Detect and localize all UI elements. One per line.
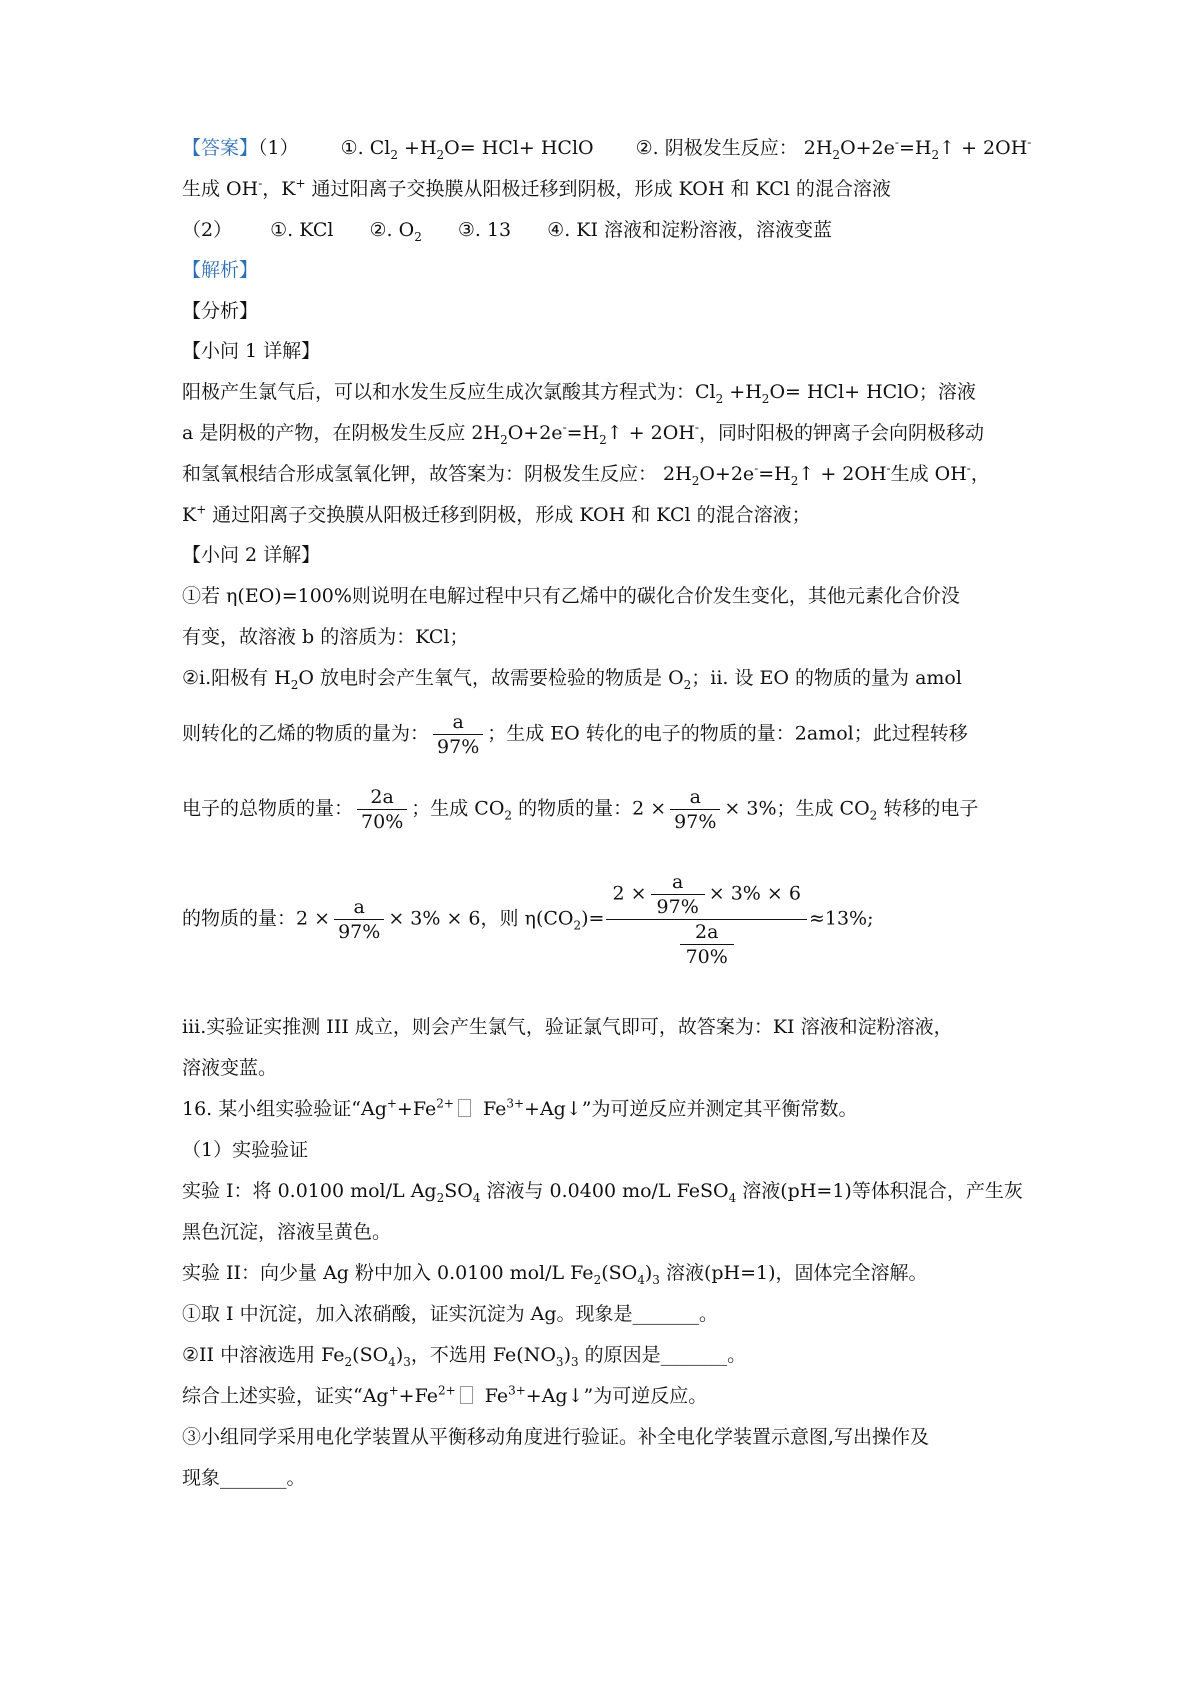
answer-item-1: ①. $Cl_2 +H_2O= HCl+$ HClO: [340, 137, 594, 162]
q2-line-6: 的物质的量：2 × $\frac{a}{97\%}$ × 3% × 6，则 $\eta(CO_2)=$ 2 × $\frac{a}{97\%}$ × 3% × 6 $\frac{2a}{70\%}$ ≈13%;: [182, 871, 874, 968]
equilibrium-arrow-icon: [460, 1386, 473, 1404]
answer-line-2: 生成 OH-，K+ 通过阳离子交换膜从阳极迁移到阴极，形成 KOH 和 KCl 的混合溶液: [182, 176, 891, 200]
q2-line-5: 电子的总物质的量： $\frac{2a}{70\%}$ ；生成 $CO_2$ 的物质的量：2 × $\frac{a}{97\%}$ × 3%；生成 $CO_2$ 转移的电子: [182, 786, 979, 833]
q16-exp2: 实验 II：向少量 Ag 粉中加入 0.0100 mol/L $Fe_2(SO_4)_3$ 溶液(pH=1)，固体完全溶解。: [182, 1262, 928, 1287]
q2-line-1: ①若 η(EO)=100%则说明在电解过程中只有乙烯中的碳化合价发生变化，其他元素化合价没: [182, 585, 960, 607]
q16-question-c-line-2: 现象_______。: [182, 1467, 306, 1489]
equilibrium-arrow-icon: [458, 1099, 471, 1117]
q16-question-a: ①取 I 中沉淀，加入浓硝酸，证实沉淀为 Ag。现象是_______。: [182, 1303, 719, 1325]
answer-item: ④. KI 溶液和淀粉溶液，溶液变蓝: [547, 219, 833, 241]
q2-heading: 【小问 2 详解】: [182, 544, 321, 566]
q1-line-1: 阳极产生氯气后，可以和水发生反应生成次氯酸其方程式为：$Cl_2 +H_2O= HCl+$ HClO；溶液: [182, 381, 976, 406]
compound-fraction: 2 × $\frac{a}{97\%}$ × 3% × 6 $\frac{2a}{70\%}$: [606, 872, 807, 967]
q2-line-7: iii.实验证实推测 III 成立，则会产生氯气，验证氯气即可，故答案为：KI 溶液和淀粉溶液，: [182, 1016, 953, 1038]
q16-exp1-line-1: 实验 I：将 0.0100 mol/L $Ag_2SO_4$ 溶液与 0.0400 mo/L FeSO$_4$ 溶液(pH=1)等体积混合，产生灰: [182, 1180, 1023, 1205]
answer-item: ②. $O_2$: [369, 219, 422, 244]
fraction: $\frac{a}{97\%}$: [334, 897, 384, 942]
q2-line-4: 则转化的乙烯的物质的量为： $\frac{a}{97\%}$ ；生成 EO 转化的电子的物质的量：2amol；此过程转移: [182, 711, 968, 758]
part-number: （1）: [258, 137, 299, 159]
q16-question-b: ②II 中溶液选用 $Fe_2(SO_4)_3$，不选用 $Fe(NO_3)_3$ 的原因是_______。: [182, 1344, 747, 1369]
fraction: $\frac{a}{97\%}$: [670, 787, 720, 832]
fraction: $\frac{2a}{70\%}$: [357, 787, 407, 832]
q16-sub1: （1）实验验证: [182, 1139, 309, 1161]
q1-line-4: K+ 通过阳离子交换膜从阳极迁移到阴极，形成 KOH 和 KCl 的混合溶液；: [182, 502, 811, 526]
q16-title: 16. 某小组实验验证“$Ag^++Fe^{2+}$ $Fe^{3+}+Ag↓$”为可逆反应并测定其平衡常数。: [182, 1096, 858, 1120]
q1-line-2: a 是阴极的产物，在阴极发生反应 $2H_2O+2e^-=H_2↑ + 2OH^-$，同时阳极的钾离子会向阴极移动: [182, 420, 984, 447]
answer-item-2: ②. 阴极发生反应： $2H_2O+2e^-=H_2↑ + 2OH^-$: [635, 135, 1032, 162]
answer-item: ①. KCl: [270, 219, 334, 241]
q1-line-3: 和氢氧根结合形成氢氧化钾，故答案为：阴极发生反应： $2H_2O+2e^-=H_2↑ + 2OH^-$生成 OH-，: [182, 461, 990, 488]
q16-exp1-line-2: 黑色沉淀，溶液呈黄色。: [182, 1221, 392, 1243]
q2-line-8: 溶液变蓝。: [182, 1057, 278, 1079]
q16-question-c-line-1: ③小组同学采用电化学装置从平衡移动角度进行验证。补全电化学装置示意图,写出操作及: [182, 1426, 930, 1448]
q2-line-2: 有变，故溶液 b 的溶质为：KCl；: [182, 626, 469, 648]
q2-line-3: ②i.阳极有 $H_2O$ 放电时会产生氧气，故需要检验的物质是 $O_2$；ii. 设 EO 的物质的量为 amol: [182, 667, 962, 692]
fenxi-heading: 【分析】: [182, 300, 259, 322]
answer-line-3: [182, 218, 832, 242]
answer-line-1: [182, 136, 1031, 160]
q16-conclusion: 综合上述实验，证实“$Ag^++Fe^{2+}$ $Fe^{3+}+Ag↓$”为可逆反应。: [182, 1383, 708, 1407]
answer-tag: 【答案】: [182, 137, 259, 159]
fraction: $\frac{a}{97\%}$: [433, 712, 483, 757]
part-number: （2）: [182, 219, 233, 241]
q1-heading: 【小问 1 详解】: [182, 340, 321, 362]
analysis-heading: 【解析】: [182, 259, 259, 281]
answer-item: ③. 13: [457, 219, 512, 241]
